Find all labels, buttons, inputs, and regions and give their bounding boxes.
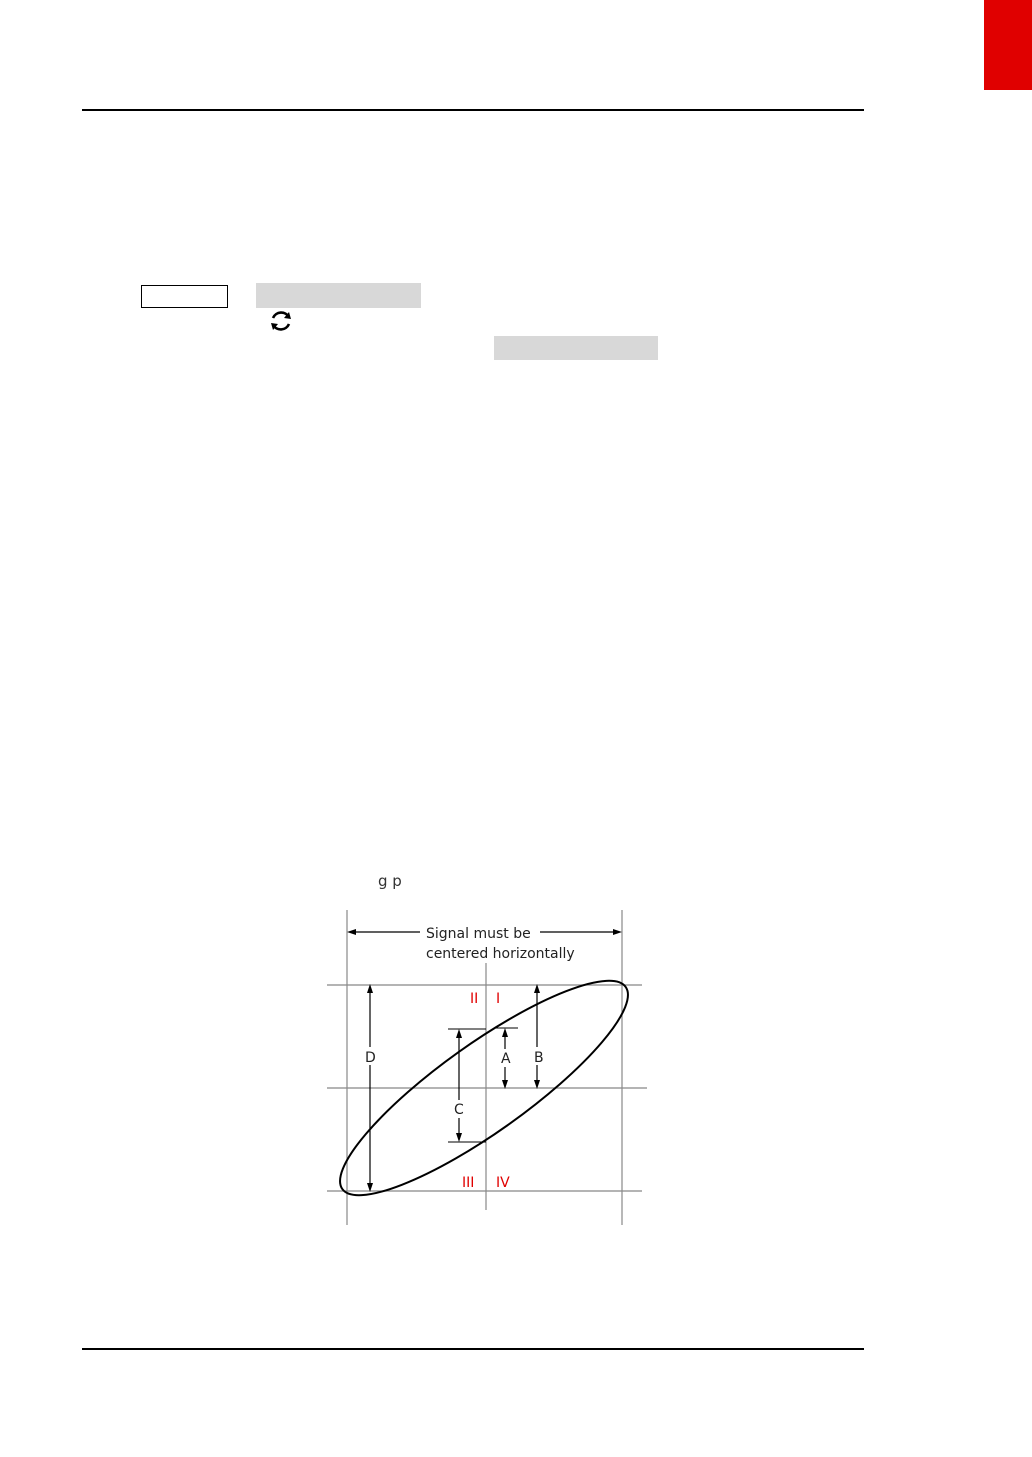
quadrant-i: I <box>496 991 501 1007</box>
figure-caption-fragment: g p <box>378 872 402 890</box>
quadrant-ii: II <box>470 991 479 1007</box>
front-panel-key <box>141 285 228 308</box>
header-rule <box>82 109 864 111</box>
softkey-menu-2 <box>494 336 658 360</box>
label-a: A <box>501 1051 511 1067</box>
footer-rule <box>82 1348 864 1350</box>
rotate-refresh-icon <box>266 306 296 336</box>
width-arrow-right-head <box>613 929 622 935</box>
quadrant-iv: IV <box>496 1175 510 1191</box>
figure-header-line1: Signal must be <box>426 926 531 942</box>
label-b: B <box>534 1050 544 1066</box>
width-arrow-left-head <box>347 929 356 935</box>
label-d: D <box>365 1050 376 1066</box>
softkey-menu-1 <box>256 283 421 308</box>
figure-header-line2: centered horizontally <box>426 946 575 962</box>
c-arrow-bottom-head <box>456 1133 462 1142</box>
quadrant-iii: III <box>462 1175 475 1191</box>
label-c: C <box>454 1102 464 1118</box>
lissajous-figure <box>310 870 670 1235</box>
a-arrow-top-head <box>502 1028 508 1037</box>
chapter-tab <box>984 0 1032 90</box>
c-arrow-top-head <box>456 1029 462 1038</box>
